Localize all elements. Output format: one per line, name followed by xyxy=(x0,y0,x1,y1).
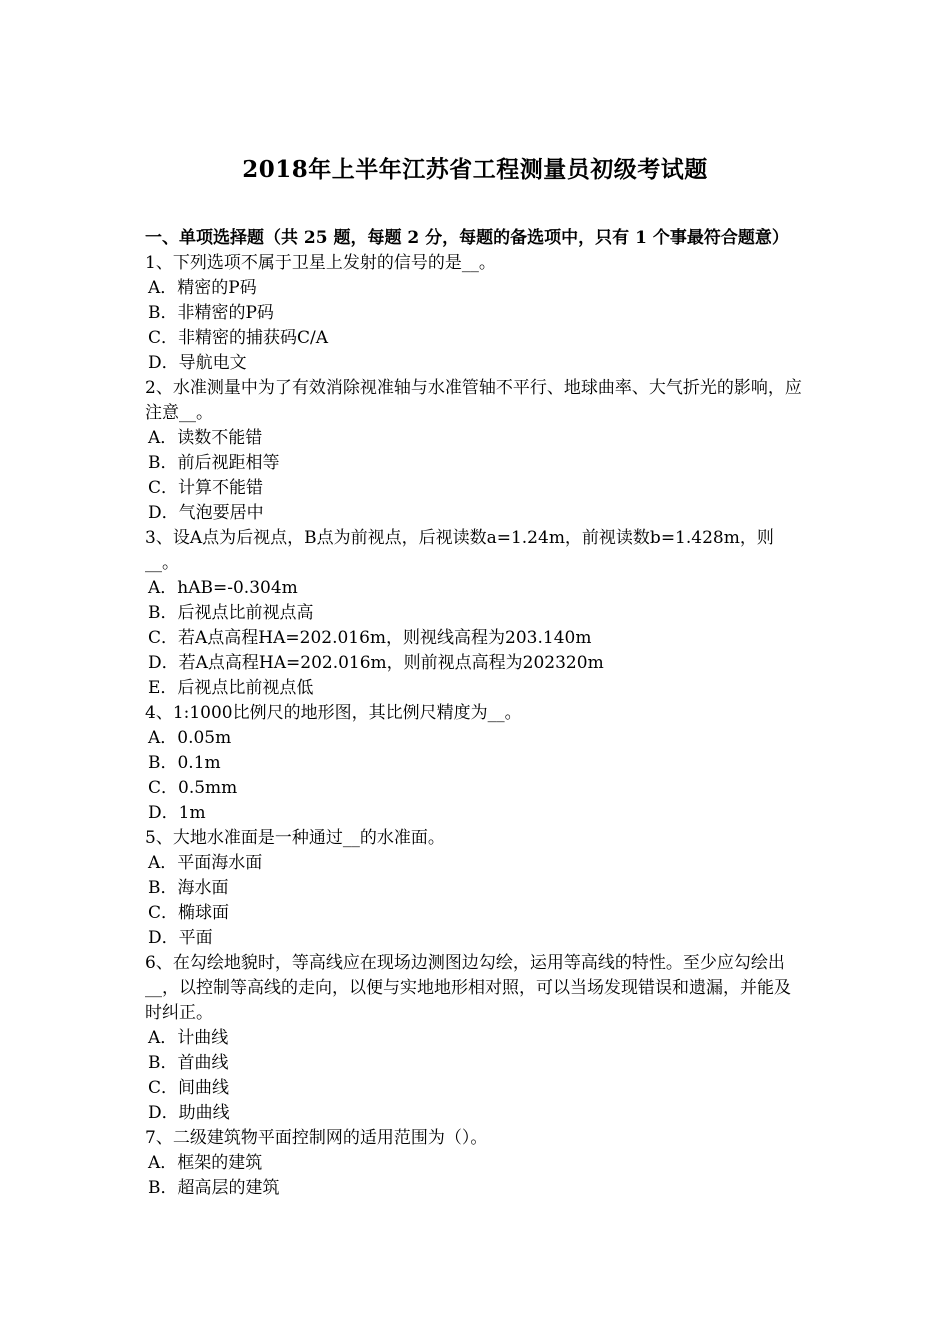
option-e: E．后视点比前视点低 xyxy=(148,678,314,698)
option-a: A．框架的建筑 xyxy=(148,1153,263,1173)
question-4 xyxy=(145,701,807,826)
option-b: B．海水面 xyxy=(148,878,229,898)
question-5 xyxy=(145,826,807,951)
question-stem: 1、下列选项不属于卫星上发射的信号的是__。 xyxy=(145,253,496,273)
option-d: D．导航电文 xyxy=(148,353,247,373)
option-d: D．平面 xyxy=(148,928,213,948)
question-stem: 6、在勾绘地貌时，等高线应在现场边测图边勾绘，运用等高线的特性。至少应勾绘出__，以控制等高线的走向，以便与实地地形相对照，可以当场发现错误和遗漏，并能及时纠正。 xyxy=(145,953,791,1023)
option-d: D．助曲线 xyxy=(148,1103,230,1123)
option-b: B．超高层的建筑 xyxy=(148,1178,280,1198)
question-stem: 7、二级建筑物平面控制网的适用范围为（）。 xyxy=(145,1128,488,1148)
question-2 xyxy=(145,376,807,526)
option-b: B．非精密的P码 xyxy=(148,303,274,323)
option-c: C．椭球面 xyxy=(148,903,230,923)
option-a: A．精密的P码 xyxy=(148,278,257,298)
option-c: C．若A点高程HA=202.016m，则视线高程为203.140m xyxy=(148,628,592,648)
option-a: A．计曲线 xyxy=(148,1028,229,1048)
option-d: D．若A点高程HA=202.016m，则前视点高程为202320m xyxy=(148,653,604,673)
question-1 xyxy=(145,251,807,376)
option-b: B．0.1m xyxy=(148,753,221,773)
option-c: C．计算不能错 xyxy=(148,478,264,498)
option-a: A．读数不能错 xyxy=(148,428,263,448)
option-c: C．间曲线 xyxy=(148,1078,230,1098)
question-3 xyxy=(145,526,807,701)
option-b: B．首曲线 xyxy=(148,1053,229,1073)
option-c: C．非精密的捕获码C/A xyxy=(148,328,329,348)
option-a: A．0.05m xyxy=(148,728,232,748)
page-title: 2018年上半年江苏省工程测量员初级考试题 xyxy=(242,156,708,183)
option-d: D．气泡要居中 xyxy=(148,503,264,523)
option-b: B．后视点比前视点高 xyxy=(148,603,314,623)
question-6 xyxy=(145,951,807,1126)
document-body xyxy=(145,226,807,1201)
question-stem: 2、水准测量中为了有效消除视准轴与水准管轴不平行、地球曲率、大气折光的影响，应注意__。 xyxy=(145,378,802,423)
option-a: A．平面海水面 xyxy=(148,853,263,873)
option-d: D．1m xyxy=(148,803,206,823)
option-c: C．0.5mm xyxy=(148,778,238,798)
question-stem: 5、大地水准面是一种通过__的水准面。 xyxy=(145,828,445,848)
question-7 xyxy=(145,1126,807,1201)
option-b: B．前后视距相等 xyxy=(148,453,280,473)
question-stem: 3、设A点为后视点，B点为前视点，后视读数a=1.24m，前视读数b=1.428m，则__。 xyxy=(145,528,774,573)
section-heading: 一、单项选择题（共 25 题，每题 2 分，每题的备选项中，只有 1 个事最符合题意） xyxy=(145,228,789,248)
question-stem: 4、1:1000比例尺的地形图，其比例尺精度为__。 xyxy=(145,703,522,723)
option-a: A．hAB=-0.304m xyxy=(148,578,298,598)
